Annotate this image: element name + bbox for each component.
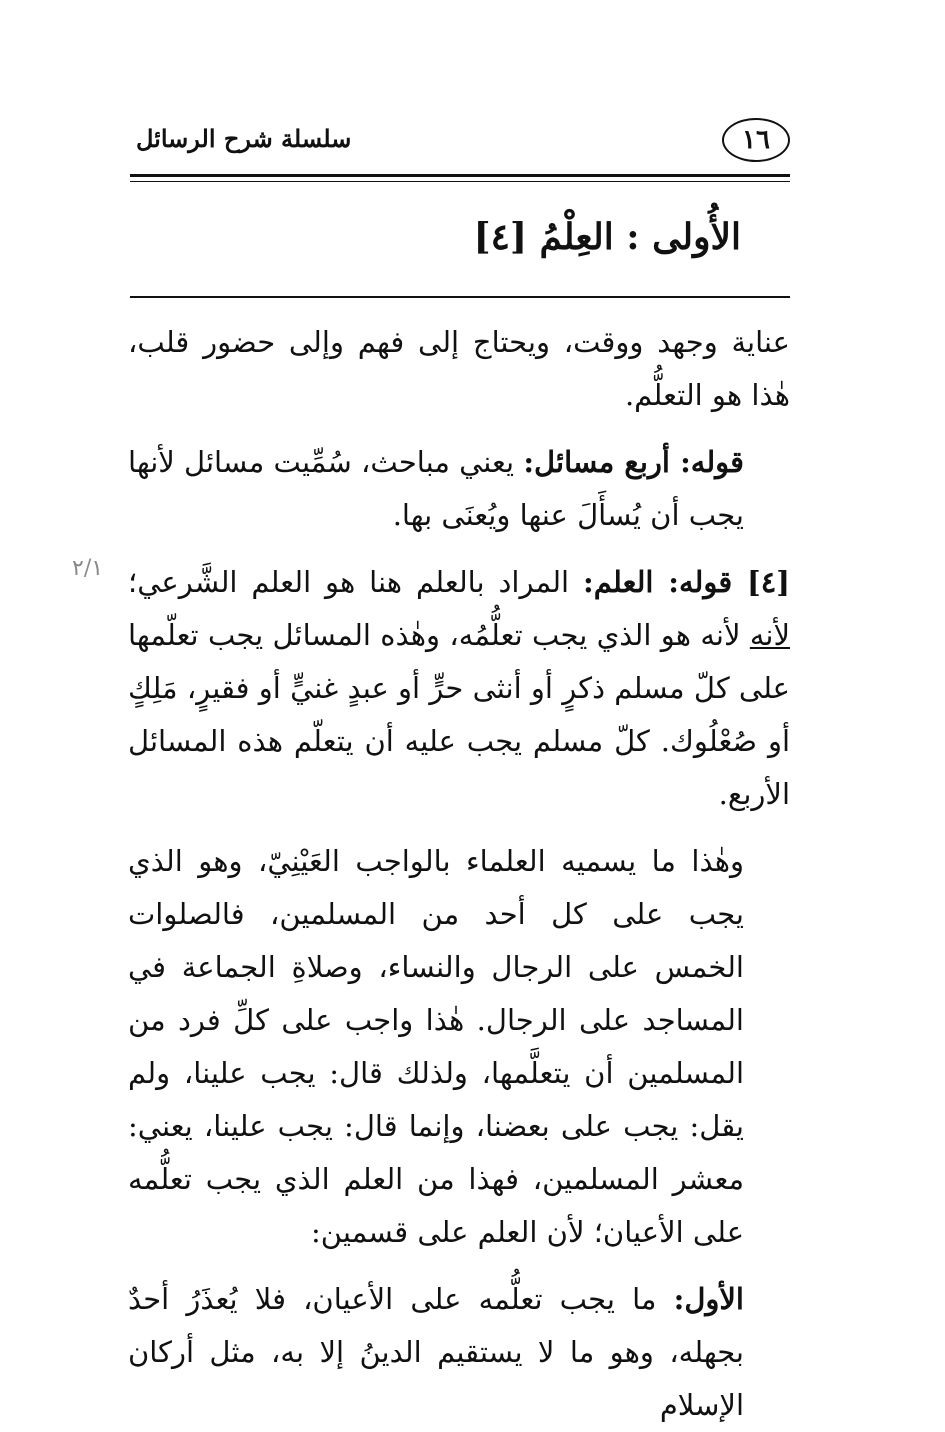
section-title: الأُولى : العِلْمُ [٤]	[473, 216, 741, 258]
paragraph-5	[128, 1273, 790, 1432]
paragraph-2	[128, 436, 790, 542]
body-text	[128, 316, 790, 1432]
paragraph-5-text: ما يجب تعلُّمه على الأعيان، فلا يُعذَرُ أحدٌ بجهله، وهو ما لا يستقيم الدينُ إلا به، مثل أركان الإسلام	[128, 1282, 744, 1422]
section-rule	[130, 296, 790, 298]
page-number	[722, 118, 790, 162]
paragraph-4-text: وهٰذا ما يسميه العلماء بالواجب العَيْنِيّ، وهو الذي يجب على كل أحد من المسلمين، فالصلوات الخمس على الرجال والنساء، وصلاةِ الجماعة في المساجد على الرجال. هٰذا واجب على كلِّ فرد من المسلمين أن يتعلَّمها، ولذلك قال: يجب علينا، ولم يقل: يجب على بعضنا، وإنما قال: يجب علينا، يعني: معشر المسلمين، فهذا من العلم الذي يجب تعلُّمه على الأعيان؛ لأن العلم على قسمين:	[128, 844, 744, 1249]
paragraph-3-text-b: لأنه هو الذي يجب تعلُّمُه، وهٰذه المسائل يجب تعلّمها على كلّ مسلم ذكرٍ أو أنثى حرٍّ أو عبدٍ غنيٍّ أو فقيرٍ، مَلِكٍ أو صُعْلُوك. كلّ مسلم يجب عليه أن يتعلّم هذه المسائل الأربع.	[128, 618, 791, 811]
margin-note: ٢/١	[72, 556, 104, 581]
paragraph-5-label: الأول:	[673, 1282, 744, 1316]
paragraph-4	[128, 835, 790, 1259]
paragraph-1-text: عناية وجهد ووقت، ويحتاج إلى فهم وإلى حضور قلب، هٰذا هو التعلُّم.	[128, 325, 790, 412]
paragraph-2-label: قوله: أربع مسائل:	[523, 445, 744, 479]
header-rule-thick	[130, 174, 790, 177]
paragraph-3-marker: [٤] قوله: العلم:	[583, 565, 790, 599]
paragraph-3-text-a: المراد بالعلم هنا هو العلم الشَّرعي؛	[128, 565, 583, 599]
paragraph-1	[128, 316, 790, 422]
running-title: سلسلة شرح الرسائل	[136, 124, 352, 153]
paragraph-2-text: يعني مباحث، سُمِّيت مسائل لأنها يجب أن يُسأَلَ عنها ويُعنَى بها.	[127, 445, 744, 532]
page-number-text: ١٦	[742, 125, 770, 155]
paragraph-3	[128, 556, 790, 821]
header-rule-thin	[130, 181, 790, 182]
paragraph-3-underlined: لأنه	[749, 618, 790, 652]
page-header	[130, 118, 790, 172]
